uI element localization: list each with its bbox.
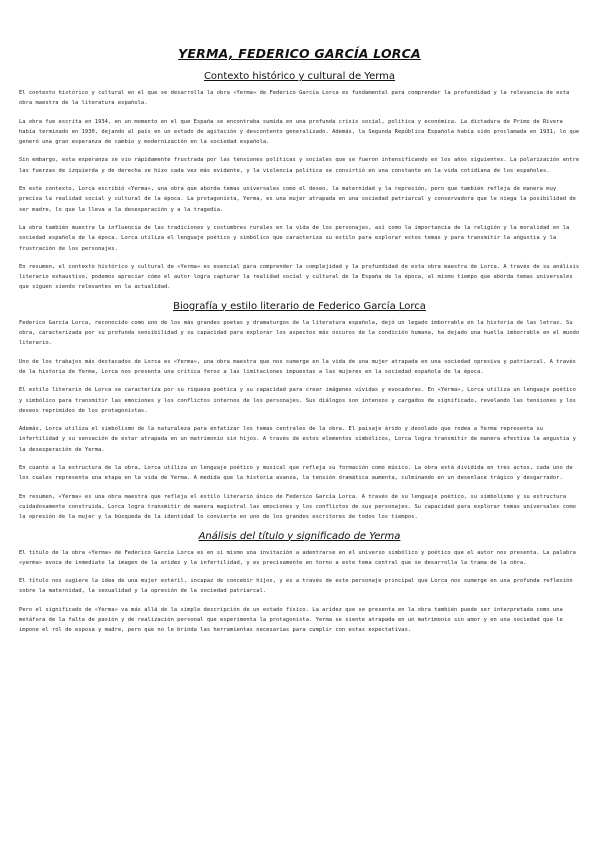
paragraph: Uno de los trabajos más destacados de Lorca es «Yerma», una obra maestra que nos sumerge en la vida de una mujer atrapada en una sociedad opresiva y patriarcal. A través de la historia de Yerma, Lorca nos presenta una crítica feroz a las limitaciones impuestas a las mujeres en la sociedad española de la época. bbox=[19, 358, 576, 375]
section-context bbox=[19, 71, 580, 293]
paragraph: El título de la obra «Yerma» de Federico García Lorca es en sí mismo una invitación a adentrarse en el universo simbólico y poético que el autor nos presenta. La palabra «yerma» evoca de inmediato la imagen de la aridez y la infertilidad, y es precisamente en torno a este tema central que se desarrolla la trama de la obra. bbox=[19, 549, 576, 566]
document-title: YERMA, FEDERICO GARCÍA LORCA bbox=[178, 46, 421, 61]
paragraph: En este contexto, Lorca escribió «Yerma», una obra que aborda temas universales como el deseo, la maternidad y la represión, pero que también refleja de manera muy precisa la realidad social y cultural de la época. La protagonista, Yerma, es una mujer atrapada en una sociedad patriarcal y conservadora que le niega la posibilidad de ser madre, lo que la lleva a la desesperación y a la tragedia. bbox=[19, 186, 576, 213]
paragraph: En resumen, el contexto histórico y cultural de «Yerma» es esencial para comprender la complejidad y la profundidad de esta obra maestra de Lorca. A través de su análisis literario exhaustivo, podemos apreciar cómo el autor logra capturar la realidad social y cultural de la España de la época, al mismo tiempo que aborda temas universales que siguen siendo relevantes en la actualidad. bbox=[19, 263, 580, 291]
paragraph: El contexto histórico y cultural en el que se desarrolla la obra «Yerma» de Federico García Lorca es fundamental para comprender la profundidad y la relevancia de esta obra maestra de la literatura española. bbox=[19, 90, 570, 107]
paragraph: Sin embargo, esta esperanza se vio rápidamente frustrada por las tensiones políticas y sociales que se fueron intensificando en los años siguientes. La polarización entre las fuerzas de izquierda y de derecha se hizo cada vez más evidente, y la violencia política se convirtió en una constante en la vida cotidiana de los españoles. bbox=[19, 157, 580, 174]
paragraph: El título nos sugiere la idea de una mujer estéril, incapaz de concebir hijos, y es a través de este personaje principal que Lorca nos sumerge en una profunda reflexión sobre la maternidad, la sexualidad y la opresión de la sociedad patriarcal. bbox=[19, 578, 573, 595]
paragraph: Pero el significado de «Yerma» va más allá de la simple descripción de un estado físico. La aridez que se presenta en la obra también puede ser interpretada como una metáfora de la falta de pasión y de realización personal que experimenta la protagonista. Yerma se siente atrapada en un matrimonio sin amor y en una sociedad que le impone el rol de esposa y madre, pero que no le brinda las herramientas necesarias para cumplir con estas expectativas. bbox=[19, 606, 563, 634]
paragraph: En cuanto a la estructura de la obra, Lorca utiliza un lenguaje poético y musical que refleja su formación como músico. La obra está dividida en tres actos, cada uno de los cuales representa una etapa en la vida de Yerma. A medida que la historia avanza, la tensión dramática aumenta, culminando en un desenlace trágico y desgarrador. bbox=[19, 465, 573, 482]
paragraph: La obra también muestra la influencia de las tradiciones y costumbres rurales en la vida de los personajes, así como la importancia de la religión y la moralidad en la sociedad española de la época. Lorca utiliza el lenguaje poético y simbólico que caracteriza su estilo para explorar estos temas y para transmitir la angustia y la frustración de los personajes. bbox=[19, 224, 570, 252]
section-biography bbox=[19, 301, 580, 523]
section-heading-context: Contexto histórico y cultural de Yerma bbox=[203, 71, 396, 82]
paragraph: Federico García Lorca, reconocido como uno de los más grandes poetas y dramaturgos de la literatura española, dejó un legado imborrable en la historia de las letras. Su obra, caracterizada por su profunda sensibilidad y su capacidad para explorar los aspectos más oscuros de la condición humana, ha dejado una huella imborrable en el mundo literario. bbox=[19, 319, 580, 347]
paragraph: La obra fue escrita en 1934, en un momento en el que España se encontraba sumida en una profunda crisis social, política y económica. La dictadura de Primo de Rivera había terminado en 1930, dejando al país en un estado de agitación y descontento generalizado. Además, la Segunda República Española había sido proclamada en 1931, lo que generó una gran esperanza de cambio y modernización en la sociedad española. bbox=[19, 118, 580, 146]
paragraph: En resumen, «Yerma» es una obra maestra que refleja el estilo literario único de Federico García Lorca. A través de su lenguaje poético, su simbolismo y su estructura cuidadosamente construida, Lorca logra transmitir de manera magistral las emociones y los conflictos de sus personajes. Su capacidad para explorar temas universales como la opresión de la mujer y la búsqueda de la identidad lo convierte en uno de los grandes escritores de todos los tiempos. bbox=[19, 493, 576, 521]
paragraph: Además, Lorca utiliza el simbolismo de la naturaleza para enfatizar los temas centrales de la obra. El paisaje árido y desolado que rodea a Yerma representa su infertilidad y su sensación de estar atrapada en un matrimonio sin hijos. A través de estos elementos simbólicos, Lorca logra transmitir de manera efectiva la angustia y la desesperación de Yerma. bbox=[19, 426, 576, 453]
section-heading-biography: Biografía y estilo literario de Federico García Lorca bbox=[173, 300, 426, 312]
paragraph: El estilo literario de Lorca se caracteriza por su riqueza poética y su capacidad para crear imágenes vívidas y evocadoras. En «Yerma», Lorca utiliza un lenguaje poético y simbólico para transmitir las emociones y los conflictos internos de los personajes. Sus diálogos son intensos y cargados de significado, revelando las tensiones y los deseos reprimidos de los protagonistas. bbox=[19, 387, 576, 414]
section-title-analysis bbox=[19, 531, 580, 636]
section-heading-title-analysis: Análisis del título y significado de Yerma bbox=[198, 530, 401, 542]
